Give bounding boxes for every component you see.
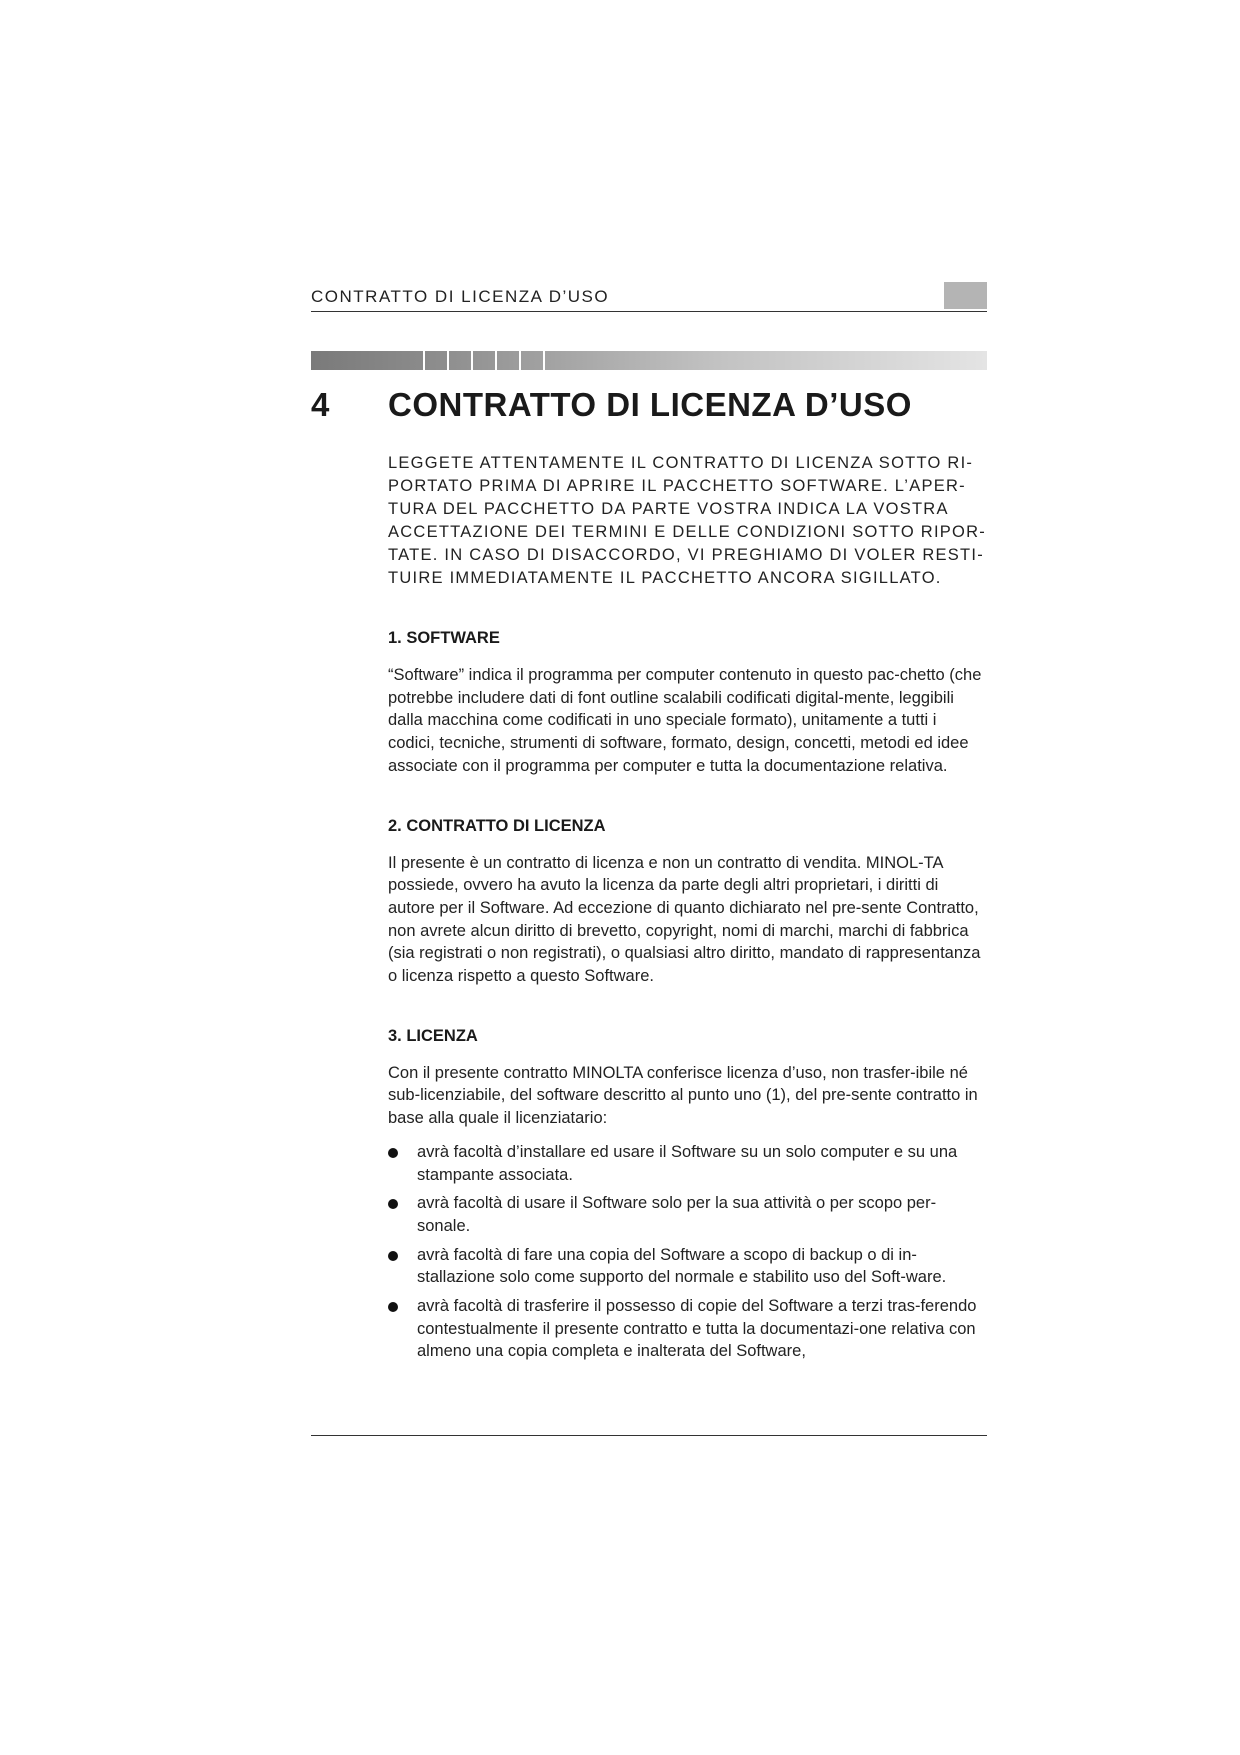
- list-item: [388, 1141, 987, 1186]
- bullet-dot-icon: [388, 1251, 398, 1261]
- section-body-software: “Software” indica il programma per computer contenuto in questo pac-chetto (che potrebbe includere dati di font outline scalabili codificati digital-mente, leggibili dalla macchina come codificati in uno speciale formato), unitamente a tutti i codici, tecniche, strumenti di software, formato, design, concetti, metodi ed idee associate con il programma per computer e tutta la documentazione relativa.: [388, 666, 982, 775]
- list-item: [388, 1192, 987, 1237]
- list-item: [388, 1244, 987, 1289]
- licenza-bullet-list: [388, 1141, 987, 1363]
- page-tab-marker: [944, 282, 987, 309]
- bullet-dot-icon: [388, 1148, 398, 1158]
- footer-rule: [311, 1435, 987, 1436]
- list-item-text: avrà facoltà di trasferire il possesso di copie del Software a terzi tras-ferendo contestualmente il presente contratto e tutta la documentazi-one relativa con almeno una copia completa e inalterata del Software,: [417, 1297, 977, 1361]
- header-rule: [311, 311, 987, 312]
- bar-notch: [423, 351, 425, 370]
- list-item-text: avrà facoltà di usare il Software solo per la sua attività o per scopo per-sonale.: [417, 1194, 937, 1235]
- list-item-text: avrà facoltà di fare una copia del Software a scopo di backup o di in-stallazione solo come supporto del normale e stabilito uso del Soft-ware.: [417, 1245, 947, 1287]
- chapter-title: CONTRATTO DI LICENZA D’USO: [388, 386, 912, 423]
- bar-notch: [519, 351, 521, 370]
- bar-notch: [495, 351, 497, 370]
- chapter-content: [388, 452, 987, 1369]
- list-item-text: avrà facoltà d’installare ed usare il Software su un solo computer e su una stampante associata.: [417, 1142, 958, 1184]
- section-heading-licenza: 3. LICENZA: [388, 1026, 478, 1045]
- chapter-number: 4: [311, 386, 330, 423]
- section-body-licenza: Con il presente contratto MINOLTA conferisce licenza d’uso, non trasfer-ibile né sub-licenziabile, del software descritto al punto uno (1), del pre-sente contratto in base alla quale il licenziatario:: [388, 1063, 978, 1128]
- bar-notch: [543, 351, 545, 370]
- section-heading-contratto: 2. CONTRATTO DI LICENZA: [388, 816, 606, 835]
- bullet-dot-icon: [388, 1199, 398, 1209]
- section-heading-software: 1. SOFTWARE: [388, 629, 500, 647]
- bar-notch: [471, 351, 473, 370]
- running-header-title: CONTRATTO DI LICENZA D’USO: [311, 287, 610, 306]
- intro-warning: LEGGETE ATTENTAMENTE IL CONTRATTO DI LICENZA SOTTO RI-PORTATO PRIMA DI APRIRE IL PACCHETTO SOFTWARE. L’APER-TURA DEL PACCHETTO DA PARTE VOSTRA INDICA LA VOSTRA ACCETTAZIONE DEI TERMINI E DELLE CONDIZIONI SOTTO RIPOR-TATE. IN CASO DI DISACCORDO, VI PREGHIAMO DI VOLER RESTI-TUIRE IMMEDIATAMENTE IL PACCHETTO ANCORA SIGILLATO.: [388, 454, 987, 587]
- section-body-contratto: Il presente è un contratto di licenza e non un contratto di vendita. MINOL-TA possiede, ovvero ha avuto la licenza da parte degli altri proprietari, i diritti di autore per il Software. Ad eccezione di quanto dichiarato nel pre-sente Contratto, non avrete alcun diritto di brevetto, copyright, nomi di marchi, marchi di fabbrica (sia registrati o non registrati), o qualsiasi altro diritto, mandato di rappresentanza o licenza rispetto a questo Software.: [388, 853, 981, 986]
- bar-notch: [447, 351, 449, 370]
- chapter-decoration-bar: [311, 351, 987, 370]
- list-item: [388, 1295, 987, 1363]
- bullet-dot-icon: [388, 1302, 398, 1312]
